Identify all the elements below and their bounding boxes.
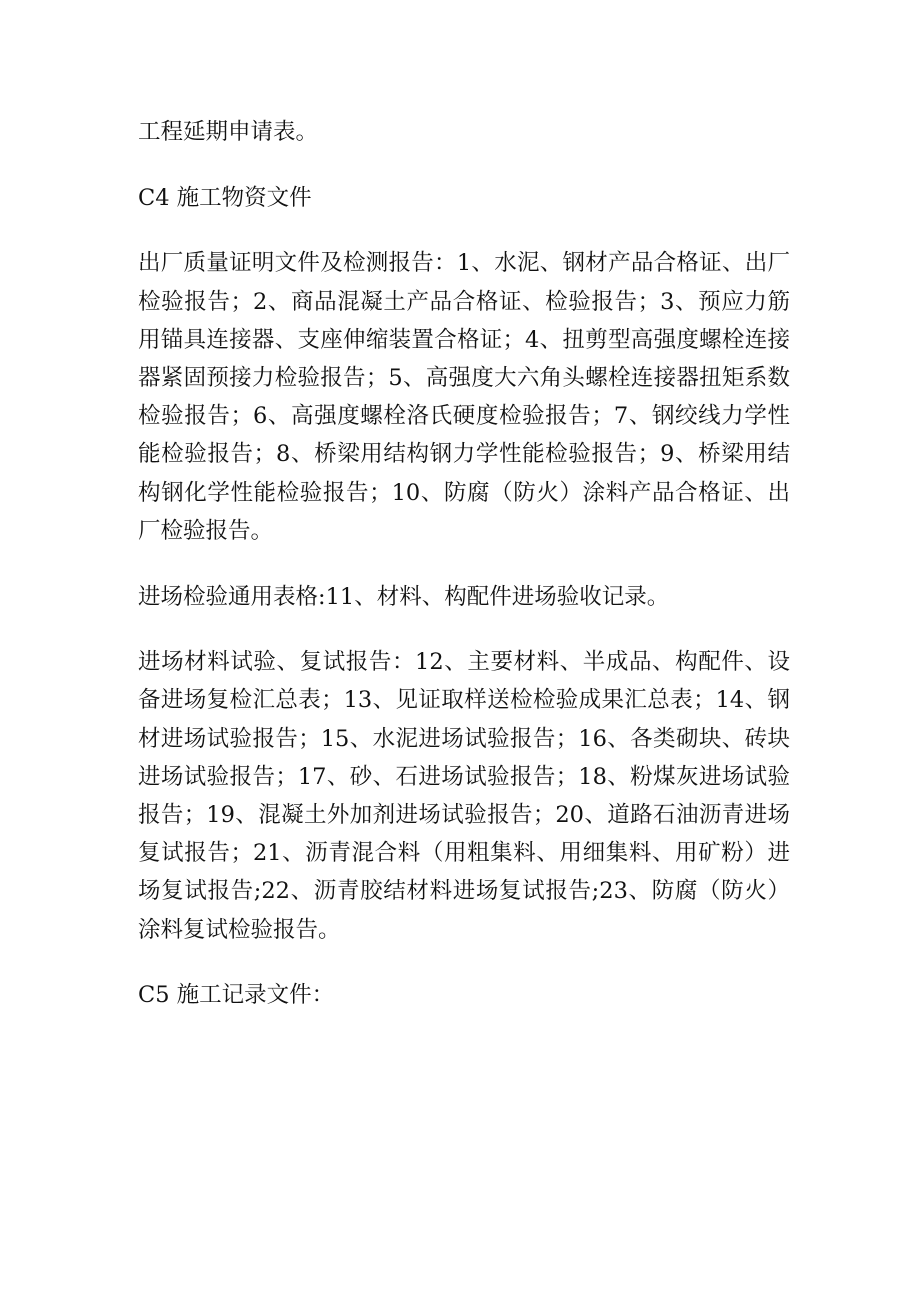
paragraph-continuation: 工程延期申请表。 — [138, 119, 319, 145]
paragraph-material-test-reports: 进场材料试验、复试报告：12、主要材料、半成品、构配件、设备进场复检汇总表；13、见证取样送检检验成果汇总表；14、钢材进场试验报告；15、水泥进场试验报告；16、各类砌块、砖块进场试验报告；17、砂、石进场试验报告；18、粉煤灰进场试验报告；19、混凝土外加剂进场试验报告；20、道路石油沥青进场复试报告；21、沥青混合料（用粗集料、用细集料、用矿粉）进场复试报告;22、沥青胶结材料进场复试报告;23、防腐（防火）涂料复试检验报告。 — [138, 649, 790, 943]
paragraph-entry-inspection-forms: 进场检验通用表格:11、材料、构配件进场验收记录。 — [138, 583, 670, 610]
paragraph-factory-certificates: 出厂质量证明文件及检测报告：1、水泥、钢材产品合格证、出厂检验报告；2、商品混凝土产品合格证、检验报告；3、预应力筋用锚具连接器、支座伸缩装置合格证；4、扭剪型高强度螺栓连接器紧固预接力检验报告；5、高强度大六角头螺栓连接器扭矩系数检验报告；6、高强度螺栓洛氏硬度检验报告；7、钢绞线力学性能检验报告；8、桥梁用结构钢力学性能检验报告；9、桥梁用结构钢化学性能检验报告；10、防腐（防火）涂料产品合格证、出厂检验报告。 — [138, 250, 790, 544]
section-heading-c5: C5 施工记录文件： — [138, 982, 335, 1009]
section-heading-c4: C4 施工物资文件 — [138, 184, 312, 211]
document-body — [138, 113, 790, 1015]
